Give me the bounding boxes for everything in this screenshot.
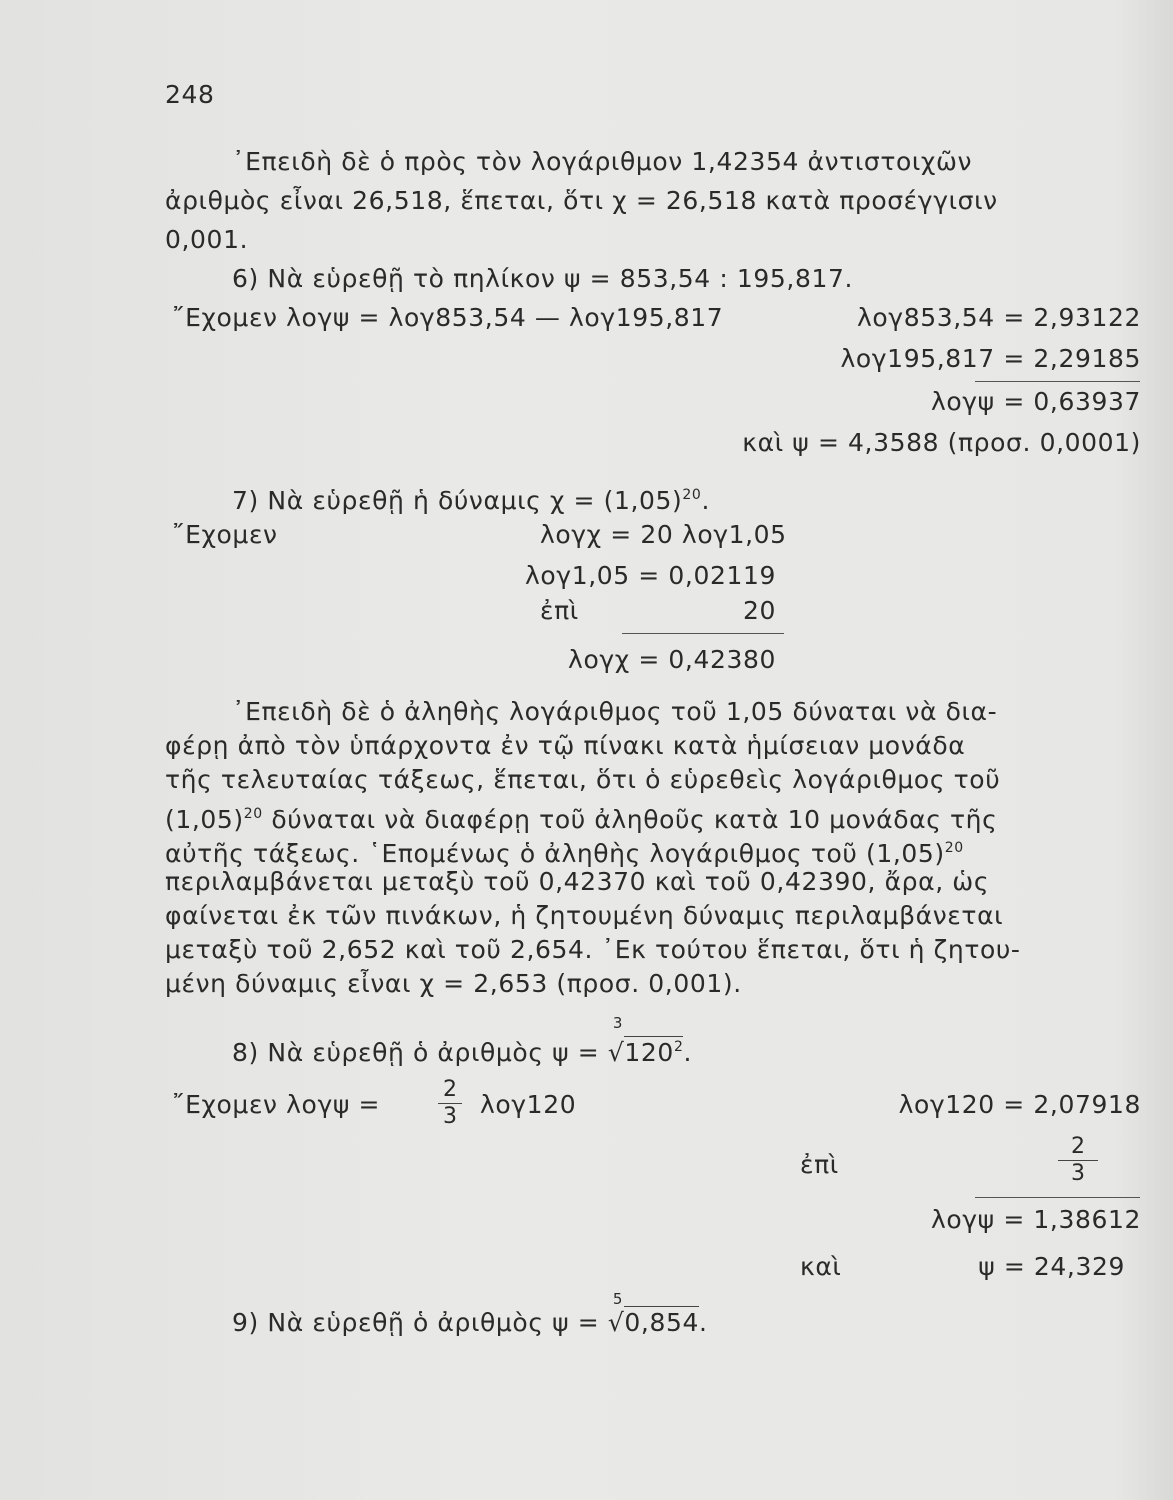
ex6-statement: 6) Νὰ εὑρεθῇ τὸ πηλίκον ψ = 853,54 : 195,817. xyxy=(232,264,854,293)
ex8-kai: καὶ xyxy=(800,1252,842,1281)
para2-line4: $(1,05)^{20}$ δύναται νὰ διαφέρῃ τοῦ ἀληθοῦς κατὰ 10 μονάδας τῆς xyxy=(165,805,998,834)
ex7-epi: ἐπὶ xyxy=(540,596,579,625)
ex7-log105: λογ1,05 = 0,02119 xyxy=(525,561,776,590)
ex9-root-index: 5 xyxy=(612,1290,624,1308)
ex8-psi-value: ψ = 24,329 xyxy=(978,1252,1125,1281)
ex7-result: λογχ = 0,42380 xyxy=(568,645,776,674)
para1-line1: ᾿Επειδὴ δὲ ὁ πρὸς τὸν λογάριθμον 1,42354 ἀντιστοιχῶν xyxy=(232,147,973,176)
ex8-product-line xyxy=(975,1197,1140,1198)
ex8-root-index: 3 xyxy=(612,1014,624,1032)
ex7-have: ῎Εχομεν xyxy=(172,520,278,549)
para2-line6: περιλαμβάνεται μεταξὺ τοῦ 0,42370 καὶ τοῦ 0,42390, ἄρα, ὡς xyxy=(165,867,990,896)
ex6-sum-line xyxy=(975,381,1140,382)
ex6-log-psi: λογψ = 0,63937 xyxy=(931,387,1141,416)
ex7-equation: λογχ = 20 λογ1,05 xyxy=(540,520,787,549)
ex8-epi: ἐπὶ xyxy=(800,1150,839,1179)
ex6-log-853: λογ853,54 = 2,93122 xyxy=(857,303,1141,332)
para2-line2: φέρῃ ἀπὸ τὸν ὑπάρχοντα ἐν τῷ πίνακι κατὰ ἡμίσειαν μονάδα xyxy=(165,731,966,760)
ex8-statement: 8) Νὰ εὑρεθῇ ὁ ἀριθμὸς ψ = 3 $√120^2$. xyxy=(232,1032,692,1068)
para2-line9: μένη δύναμις εἶναι χ = 2,653 (προσ. 0,001). xyxy=(165,969,742,998)
ex9-radicand: 0,854 xyxy=(624,1308,699,1337)
ex8-have: ῎Εχομεν λογψ = xyxy=(172,1090,381,1119)
ex8-radicand: $120^2$ xyxy=(624,1038,684,1067)
ex8-log120: λογ120 = 2,07918 xyxy=(898,1090,1141,1119)
page-number: 248 xyxy=(165,80,215,109)
ex9-statement: 9) Νὰ εὑρεθῇ ὁ ἀριθμὸς ψ = 5 √0,854. xyxy=(232,1308,708,1338)
para2-line1: ᾿Επειδὴ δὲ ὁ ἀληθὴς λογάριθμος τοῦ 1,05 δύναται νὰ δια- xyxy=(232,697,998,726)
ex7-multiplier: 20 xyxy=(742,596,776,625)
ex8-fraction: 2 3 xyxy=(438,1078,462,1129)
ex7-exponent: 20 xyxy=(682,487,702,503)
ex8-after-fraction: λογ120 xyxy=(480,1090,577,1119)
ex6-psi-value: καὶ ψ = 4,3588 (προσ. 0,0001) xyxy=(742,428,1141,457)
para2-line7: φαίνεται ἐκ τῶν πινάκων, ἡ ζητουμένη δύναμις περιλαμβάνεται xyxy=(165,901,1004,930)
ex7-statement: 7) Νὰ εὑρεθῇ ἡ δύναμις $\chi = (1,05)^{20}$. xyxy=(232,486,710,515)
ex8-right-fraction: 2 3 xyxy=(1058,1135,1098,1186)
ex8-log-psi: λογψ = 1,38612 xyxy=(931,1205,1141,1234)
para2-line5: αὐτῆς τάξεως. ῾Επομένως ὁ ἀληθὴς λογάριθμος τοῦ $(1,05)^{20}$ xyxy=(165,839,964,868)
para2-line8: μεταξὺ τοῦ 2,652 καὶ τοῦ 2,654. ᾿Εκ τούτου ἕπεται, ὅτι ἡ ζητου- xyxy=(165,935,1021,964)
para2-line3: τῆς τελευταίας τάξεως, ἕπεται, ὅτι ὁ εὑρεθεὶς λογάριθμος τοῦ xyxy=(165,765,1001,794)
ex7-product-line xyxy=(622,633,784,634)
para1-line2: ἀριθμὸς εἶναι 26,518, ἕπεται, ὅτι χ = 26,518 κατὰ προσέγγισιν xyxy=(165,186,998,215)
ex6-log-195: λογ195,817 = 2,29185 xyxy=(840,344,1141,373)
ex6-have: ῎Εχομεν λογψ = λογ853,54 — λογ195,817 xyxy=(172,303,724,332)
para1-line3: 0,001. xyxy=(165,225,249,254)
